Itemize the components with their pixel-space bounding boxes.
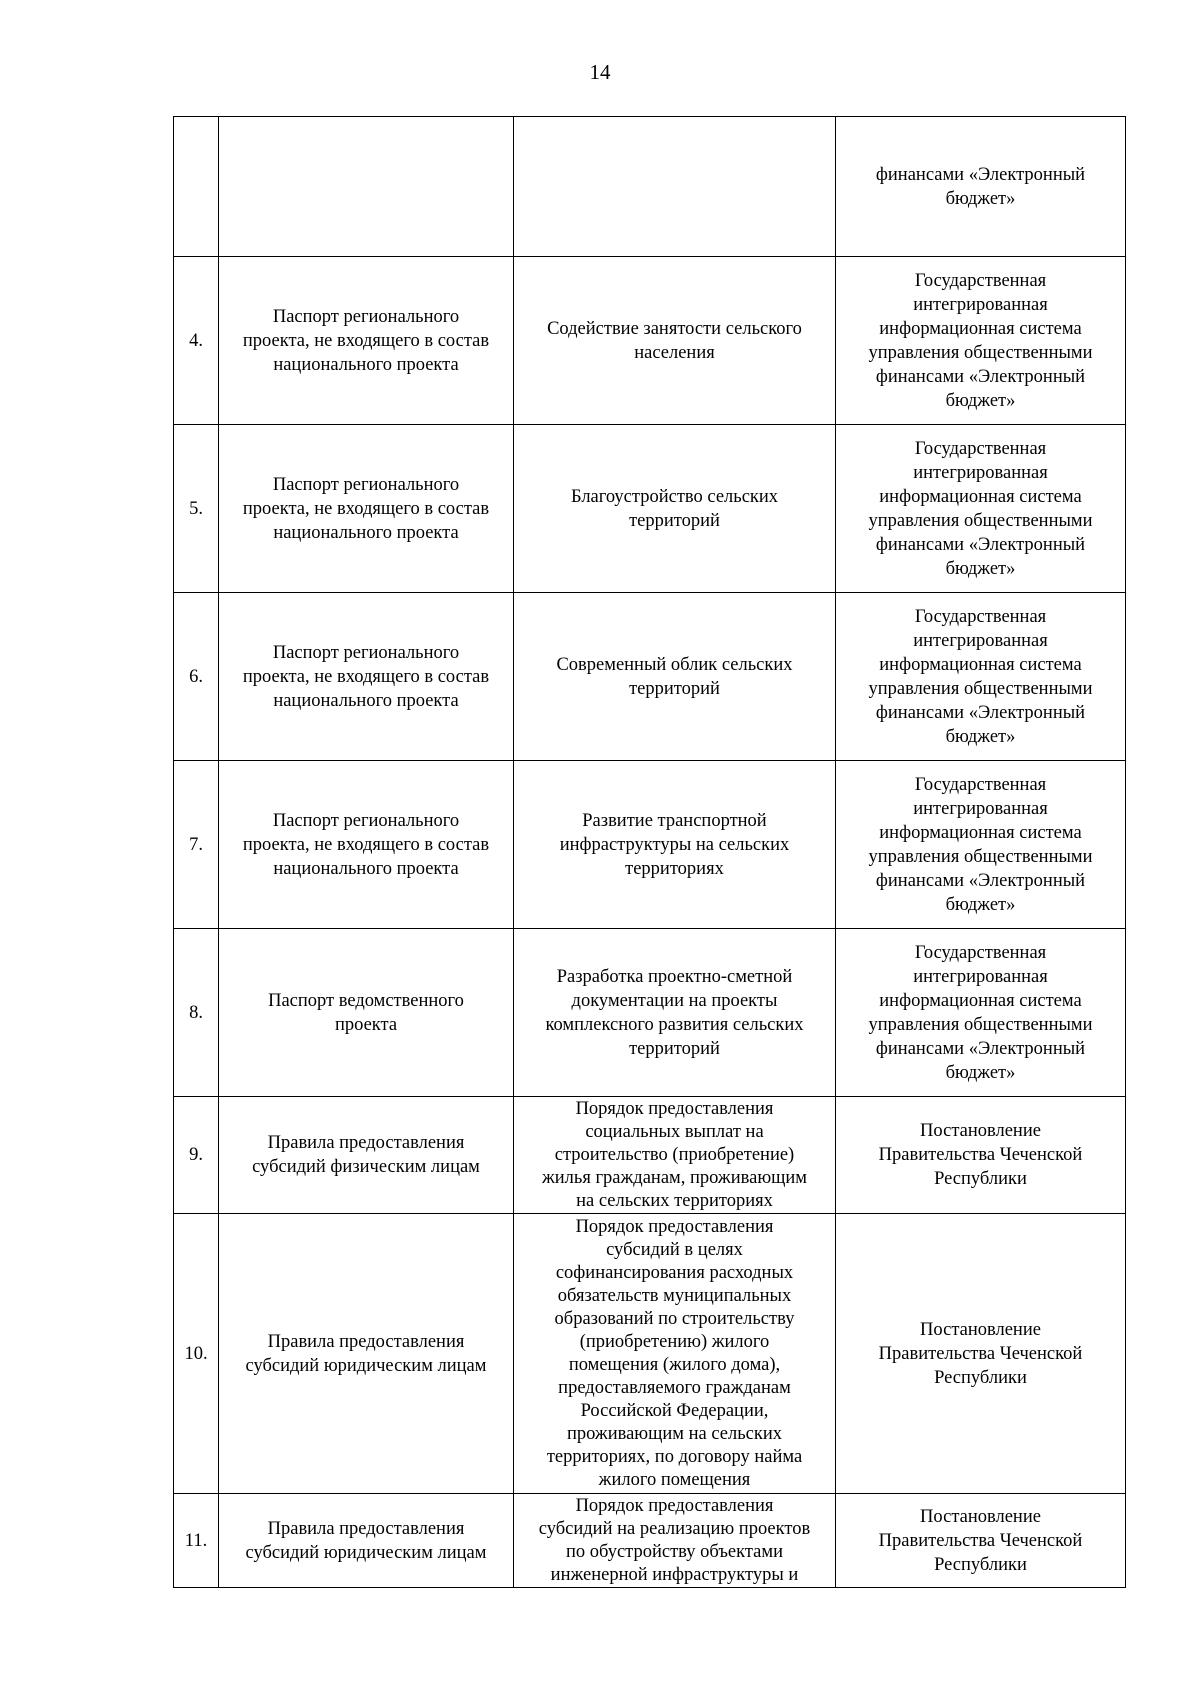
document-name-line: комплексного развития сельских — [545, 1014, 804, 1035]
document-name-line: жилья гражданам, проживающим — [541, 1167, 807, 1188]
document-name-cell — [514, 761, 836, 929]
source-line: интегрированная — [913, 630, 1048, 651]
document-type-cell — [219, 257, 514, 425]
source-line: Государственная — [914, 270, 1047, 291]
document-type-cell — [219, 425, 514, 593]
document-name-line: инфраструктуры на сельских — [559, 834, 790, 855]
source-line: бюджет» — [945, 390, 1016, 411]
document-type-line: субсидий юридическим лицам — [245, 1542, 487, 1563]
table-row — [174, 593, 1126, 761]
document-name-line: предоставляемого гражданам — [558, 1377, 791, 1398]
source-line: интегрированная — [913, 294, 1048, 315]
document-type-line: Паспорт ведомственного — [268, 990, 464, 1011]
source-line: финансами «Электронный — [875, 870, 1086, 891]
document-name-line: инженерной инфраструктуры и — [550, 1564, 799, 1585]
source-line: финансами «Электронный — [875, 366, 1086, 387]
document-name-line: проживающим на сельских — [566, 1423, 783, 1444]
page-number: 14 — [589, 60, 611, 84]
document-type-line: Правила предоставления — [267, 1331, 465, 1352]
document-type-line: проекта, не входящего в состав — [242, 330, 490, 351]
source-line: Государственная — [914, 438, 1047, 459]
source-line: Государственная — [914, 774, 1047, 795]
document-type-cell — [219, 929, 514, 1097]
document-type-line: проекта, не входящего в состав — [242, 498, 490, 519]
source-line: Правительства Чеченской — [878, 1343, 1083, 1364]
source-line: управления общественными — [868, 1014, 1093, 1035]
document-name-line: Современный облик сельских — [556, 654, 793, 675]
source-line: Правительства Чеченской — [878, 1530, 1083, 1551]
document-name-cell — [514, 1097, 836, 1214]
document-name-line: Содействие занятости сельского — [547, 318, 802, 339]
document-name-line: Благоустройство сельских — [570, 486, 779, 507]
source-line: Республики — [934, 1367, 1027, 1388]
document-name-line: Российской Федерации, — [580, 1400, 769, 1421]
document-type-line: проекта — [334, 1014, 398, 1035]
source-line: бюджет» — [945, 894, 1016, 915]
source-line: бюджет» — [945, 1062, 1016, 1083]
document-name-line: Порядок предоставления — [575, 1216, 774, 1237]
source-line: бюджет» — [945, 726, 1016, 747]
row-number-cell: 9. — [174, 1097, 219, 1214]
document-type-line: субсидий юридическим лицам — [245, 1355, 487, 1376]
source-line: Правительства Чеченской — [878, 1145, 1083, 1165]
document-type-line: проекта, не входящего в состав — [242, 834, 490, 855]
document-name-line: (приобретению) жилого — [579, 1331, 770, 1352]
document-name-cell — [514, 1494, 836, 1588]
document-type-line: субсидий физическим лицам — [252, 1157, 480, 1177]
document-name-line: территориях, по договору найма — [546, 1446, 803, 1467]
document-name-line: территориях — [625, 858, 724, 879]
source-cell — [836, 257, 1126, 425]
document-type-line: Паспорт регионального — [272, 474, 460, 495]
document-name-line: помещения (жилого дома), — [568, 1354, 781, 1375]
source-line: управления общественными — [868, 342, 1093, 363]
document-type-line: национального проекта — [273, 522, 459, 543]
document-type-cell — [219, 117, 514, 257]
table-row — [174, 257, 1126, 425]
source-cell — [836, 1097, 1126, 1214]
document-type-cell — [219, 1214, 514, 1494]
document-name-line: территорий — [629, 678, 720, 699]
document-name-cell — [514, 1214, 836, 1494]
source-line: Постановление — [920, 1319, 1041, 1340]
document-name-line: субсидий в целях — [606, 1239, 743, 1260]
row-number-cell: 10. — [174, 1214, 219, 1494]
document-type-line: Правила предоставления — [267, 1518, 465, 1539]
row-number-cell — [174, 117, 219, 257]
document-name-line: Разработка проектно-сметной — [556, 966, 793, 987]
document-type-cell — [219, 1097, 514, 1214]
row-number-cell: 4. — [174, 257, 219, 425]
source-line: информационная система — [879, 990, 1082, 1011]
document-name-line: Развитие транспортной — [582, 810, 767, 831]
source-line: финансами «Электронный — [875, 164, 1086, 185]
source-line: финансами «Электронный — [875, 534, 1086, 555]
source-line: Государственная — [914, 606, 1047, 627]
document-type-line: национального проекта — [273, 858, 459, 879]
source-line: интегрированная — [913, 966, 1048, 987]
row-number-cell: 7. — [174, 761, 219, 929]
source-line: бюджет» — [945, 188, 1016, 209]
source-cell — [836, 425, 1126, 593]
source-line: Республики — [934, 1554, 1027, 1575]
source-line: управления общественными — [868, 846, 1093, 867]
document-type-line: национального проекта — [273, 690, 459, 711]
document-name-line: на сельских территориях — [576, 1190, 773, 1211]
row-number-cell: 6. — [174, 593, 219, 761]
source-line: информационная система — [879, 486, 1082, 507]
document-name-line: жилого помещения — [598, 1469, 751, 1490]
document-name-line: строительство (приобретение) — [554, 1144, 795, 1165]
source-line: бюджет» — [945, 558, 1016, 579]
table-row — [174, 425, 1126, 593]
document-type-line: национального проекта — [273, 354, 459, 375]
table-row — [174, 117, 1126, 257]
table-row — [174, 1494, 1126, 1588]
table-row — [174, 761, 1126, 929]
source-cell — [836, 1494, 1126, 1588]
source-line: интегрированная — [913, 462, 1048, 483]
document-name-cell — [514, 257, 836, 425]
document-name-line: документации на проекты — [571, 990, 778, 1011]
document-type-line: Паспорт регионального — [272, 306, 460, 327]
source-cell — [836, 117, 1126, 257]
source-line: интегрированная — [913, 798, 1048, 819]
source-cell — [836, 761, 1126, 929]
source-line: Постановление — [920, 1506, 1041, 1527]
source-line: финансами «Электронный — [875, 1038, 1086, 1059]
document-name-line: образований по строительству — [554, 1308, 795, 1329]
document-name-line: Порядок предоставления — [575, 1495, 774, 1516]
source-line: Постановление — [920, 1121, 1041, 1141]
document-name-line: Порядок предоставления — [575, 1098, 774, 1119]
table-row — [174, 929, 1126, 1097]
document-name-line: населения — [634, 342, 715, 363]
document-type-line: Правила предоставления — [267, 1133, 465, 1153]
source-line: информационная система — [879, 654, 1082, 675]
document-name-cell — [514, 593, 836, 761]
document-type-cell — [219, 761, 514, 929]
document-name-line: социальных выплат на — [585, 1121, 764, 1142]
source-line: информационная система — [879, 318, 1082, 339]
source-line: управления общественными — [868, 678, 1093, 699]
document-name-line: софинансирования расходных — [555, 1262, 794, 1283]
document-name-line: по обустройству объектами — [565, 1541, 784, 1562]
source-line: финансами «Электронный — [875, 702, 1086, 723]
document-name-line: обязательств муниципальных — [557, 1285, 792, 1306]
document-name-line: территорий — [629, 510, 720, 531]
source-line: Государственная — [914, 942, 1047, 963]
document-name-line: территорий — [629, 1038, 720, 1059]
source-cell — [836, 593, 1126, 761]
row-number-cell: 11. — [174, 1494, 219, 1588]
source-line: управления общественными — [868, 510, 1093, 531]
document-type-line: Паспорт регионального — [272, 810, 460, 831]
table-row — [174, 1214, 1126, 1494]
row-number-cell: 8. — [174, 929, 219, 1097]
document-type-cell — [219, 593, 514, 761]
source-line: Республики — [934, 1169, 1027, 1189]
document-name-cell — [514, 425, 836, 593]
document-type-cell — [219, 1494, 514, 1588]
document-name-line: субсидий на реализацию проектов — [538, 1518, 811, 1539]
document-type-line: Паспорт регионального — [272, 642, 460, 663]
document-table — [173, 116, 1126, 1588]
document-type-line: проекта, не входящего в состав — [242, 666, 490, 687]
table-row — [174, 1097, 1126, 1214]
document-name-cell — [514, 117, 836, 257]
source-cell — [836, 929, 1126, 1097]
document-name-cell — [514, 929, 836, 1097]
row-number-cell: 5. — [174, 425, 219, 593]
source-cell — [836, 1214, 1126, 1494]
source-line: информационная система — [879, 822, 1082, 843]
